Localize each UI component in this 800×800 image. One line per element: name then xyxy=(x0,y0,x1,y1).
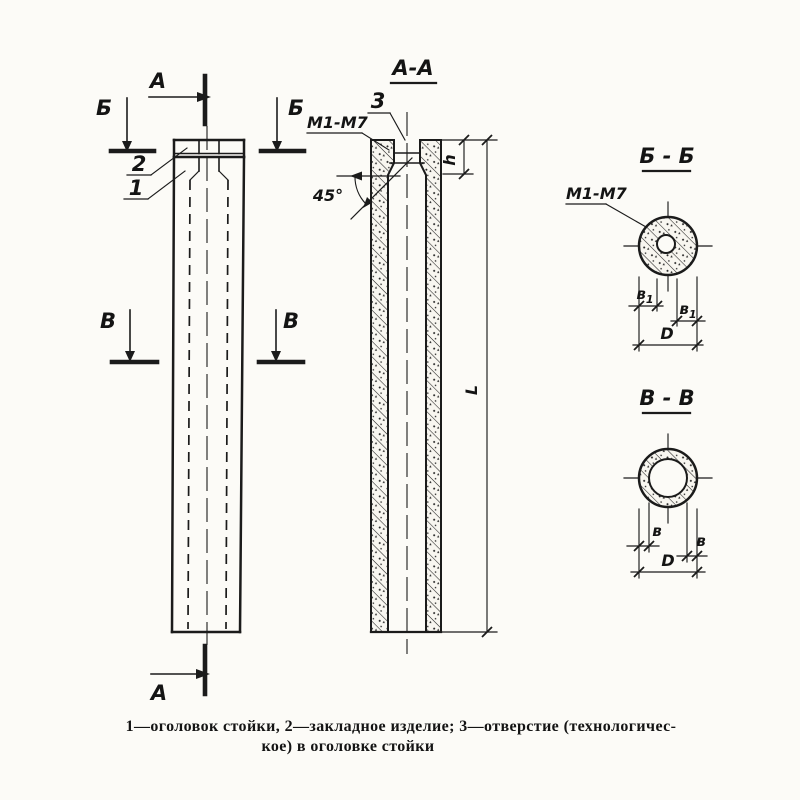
dim-b1-left-label: $в_1$ xyxy=(636,285,654,306)
dim-length xyxy=(441,135,497,637)
dim-head-height xyxy=(440,135,497,179)
callout-2-label: 2 xyxy=(131,152,147,176)
callout-1-label: 1 xyxy=(128,176,144,200)
post-body xyxy=(172,157,244,632)
section-vv xyxy=(624,386,712,578)
leader-line xyxy=(148,171,185,199)
section-bb-title: Б - Б xyxy=(639,144,695,168)
dim-d-vv-label: D xyxy=(661,551,675,570)
cut-marker-b-right xyxy=(261,96,304,152)
cut-label-v-left: В xyxy=(99,309,117,333)
dim-v-left-label: в xyxy=(652,522,662,540)
cut-marker-a-bottom xyxy=(149,646,210,705)
section-bb xyxy=(566,144,712,351)
callout-head-item xyxy=(124,171,185,200)
dim-b1-right-label: $в_1$ xyxy=(679,300,697,321)
embeds-label-bb: М1-М7 xyxy=(566,184,627,203)
embeds-callout-bb xyxy=(566,184,646,227)
chamfer-angle-annotation xyxy=(312,158,412,219)
caption xyxy=(126,718,677,755)
dim-v-right-label: в xyxy=(696,532,706,550)
dim-h-label: h xyxy=(440,154,459,166)
hatched-wall-left xyxy=(371,140,394,632)
dim-diameter-bb xyxy=(633,324,703,350)
leader-line xyxy=(151,148,187,175)
embeds-label-aa: М1-М7 xyxy=(307,113,368,132)
dim-wall-right xyxy=(677,532,707,561)
cut-label-b-left: Б xyxy=(95,96,113,120)
section-aa-title: А-А xyxy=(392,56,434,80)
cut-label-v-right: В xyxy=(282,309,300,333)
hidden-core-right xyxy=(226,180,228,629)
hidden-core-left xyxy=(188,180,190,629)
caption-line-1: 1—оголовок стойки, 2—закладное изделие; 3—отверстие (технологичес- xyxy=(125,718,677,735)
section-vv-title: В - В xyxy=(639,386,695,410)
leader-line xyxy=(606,204,646,227)
callout-hole xyxy=(368,89,405,140)
cut-label-a-top: А xyxy=(149,69,167,93)
angle-label: 45° xyxy=(312,186,344,205)
angle-arc xyxy=(355,176,366,204)
cut-marker-v-right xyxy=(259,309,303,362)
dim-wall-b1-right xyxy=(671,300,705,326)
cut-marker-v-left xyxy=(100,309,157,362)
caption-line-2: кое) в оголовке стойки xyxy=(261,738,435,755)
cut-label-a-bottom: А xyxy=(150,681,168,705)
dim-diameter-vv xyxy=(631,551,705,577)
callout-3-label: 3 xyxy=(370,89,386,113)
dim-wall-b1-left xyxy=(629,285,663,311)
callout-embed-item xyxy=(127,148,187,176)
dim-d-bb-label: D xyxy=(660,324,674,343)
cut-label-b-right: Б xyxy=(287,96,305,120)
arrowhead xyxy=(350,172,362,181)
elevation-view xyxy=(96,69,304,705)
center-hole xyxy=(657,235,675,253)
hatched-wall-right xyxy=(420,140,441,632)
hollow-core xyxy=(649,459,687,497)
cut-marker-a-top xyxy=(148,69,211,124)
cut-marker-b-left xyxy=(96,96,154,152)
section-aa xyxy=(307,56,497,654)
leader-line xyxy=(390,113,405,140)
dim-l-label: L xyxy=(462,384,481,396)
dim-wall-left xyxy=(627,522,662,551)
post-head xyxy=(174,140,244,180)
